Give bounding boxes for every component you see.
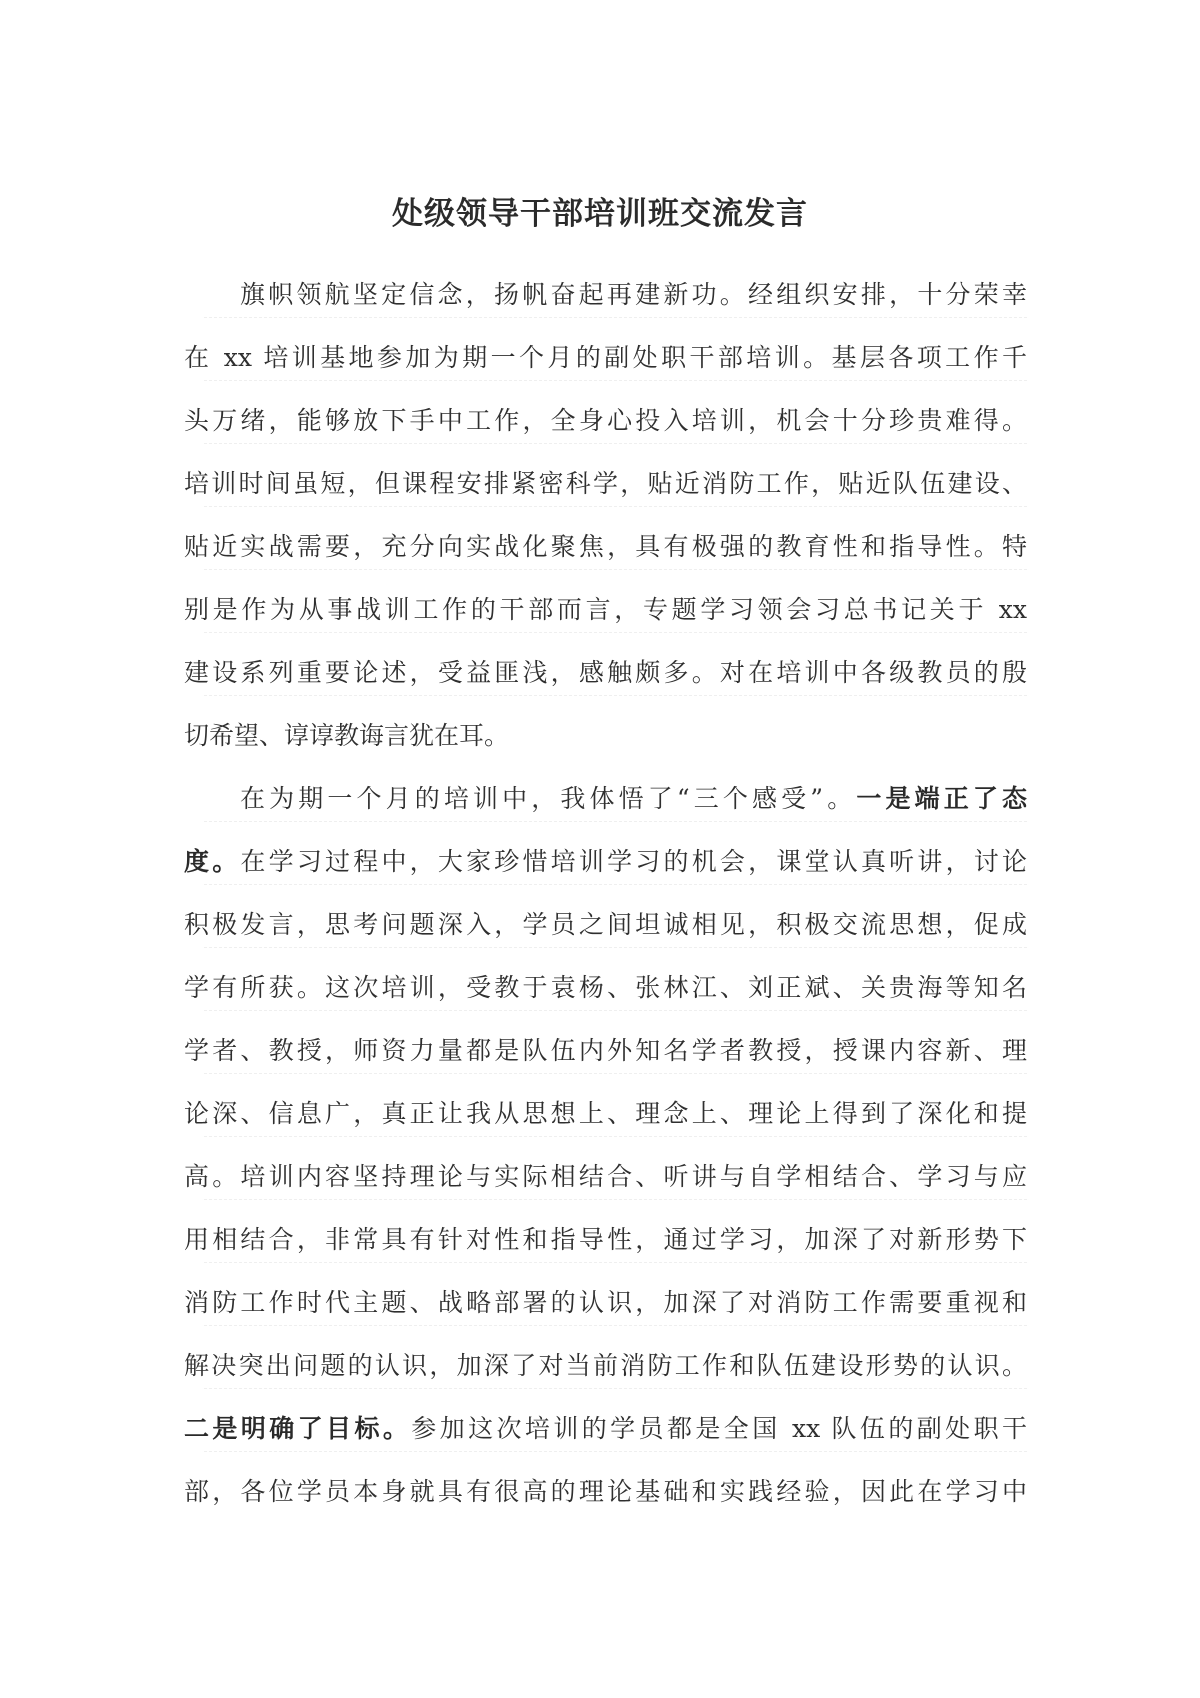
text-line: 学有所获。这次培训，受教于袁杨、张林江、刘正斌、关贵海等知名	[184, 956, 1027, 1019]
text-line: 论深、信息广，真正让我从思想上、理念上、理论上得到了深化和提	[184, 1082, 1027, 1145]
text-line: 部，各位学员本身就具有很高的理论基础和实践经验，因此在学习中	[184, 1477, 1027, 1506]
text-line: 二是明确了目标。参加这次培训的学员都是全国 xx 队伍的副处职干	[184, 1397, 1027, 1460]
emphasis-text: 二是明确了目标。	[184, 1414, 412, 1443]
text-line: 用相结合，非常具有针对性和指导性，通过学习，加深了对新形势下	[184, 1208, 1027, 1271]
document-body	[184, 263, 1027, 1523]
text-line: 学者、教授，师资力量都是队伍内外知名学者教授，授课内容新、理	[184, 1019, 1027, 1082]
text-line: 解决突出问题的认识，加深了对当前消防工作和队伍建设形势的认识。	[184, 1334, 1027, 1397]
emphasis-text: 度。	[184, 847, 241, 876]
text-line: 建设系列重要论述，受益匪浅，感触颇多。对在培训中各级教员的殷	[184, 641, 1027, 704]
text-line: 旗帜领航坚定信念，扬帆奋起再建新功。经组织安排，十分荣幸	[184, 263, 1027, 326]
text-line: 别是作为从事战训工作的干部而言，专题学习领会习总书记关于 xx	[184, 578, 1027, 641]
text-line: 消防工作时代主题、战略部署的认识，加深了对消防工作需要重视和	[184, 1271, 1027, 1334]
text-line: 度。在学习过程中，大家珍惜培训学习的机会，课堂认真听讲，讨论	[184, 830, 1027, 893]
text-line: 积极发言，思考问题深入，学员之间坦诚相见，积极交流思想，促成	[184, 893, 1027, 956]
text-line: 在 xx 培训基地参加为期一个月的副处职干部培训。基层各项工作千	[184, 326, 1027, 389]
text-line: 头万绪，能够放下手中工作，全身心投入培训，机会十分珍贵难得。	[184, 389, 1027, 452]
text-line: 切希望、谆谆教诲言犹在耳。	[184, 721, 510, 750]
text-line: 高。培训内容坚持理论与实际相结合、听讲与自学相结合、学习与应	[184, 1145, 1027, 1208]
document-title: 处级领导干部培训班交流发言	[392, 196, 808, 232]
text-line: 贴近实战需要，充分向实战化聚焦，具有极强的教育性和指导性。特	[184, 515, 1027, 578]
text-line: 培训时间虽短，但课程安排紧密科学，贴近消防工作，贴近队伍建设、	[184, 452, 1027, 515]
emphasis-text: 一是端正了态	[856, 784, 1027, 813]
text-line: 在为期一个月的培训中，我体悟了“三个感受”。一是端正了态	[184, 767, 1027, 830]
